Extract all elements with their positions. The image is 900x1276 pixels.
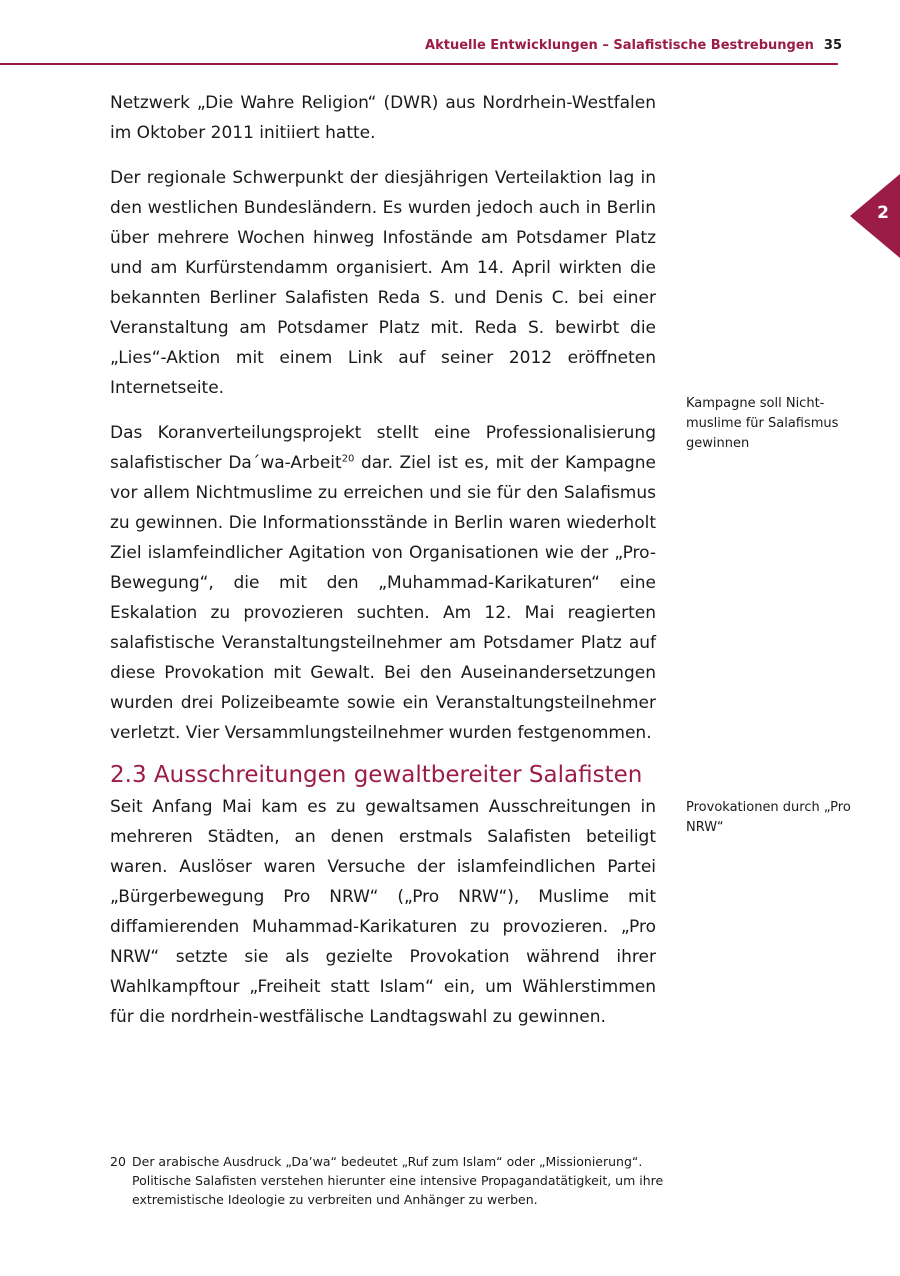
footnote-text: Der arabische Ausdruck „Da’wa“ bedeutet „Ruf zum Islam“ oder „Missionierung“. Politische Salafisten verstehen hierunter eine intensive Propagandatätigkeit, um ihre extremistische Ideologie zu verbreiten und Anhänger zu werben. [132, 1154, 664, 1207]
running-header [425, 38, 842, 53]
section-heading: 2.3 Ausschreitungen gewaltbereiter Salafisten [110, 762, 643, 788]
paragraph-3-start: Das Koranverteilungsprojekt stellt eine Professionalisierung salafistischer Da´wa-Arbeit [110, 423, 656, 473]
paragraph-3 [110, 418, 656, 748]
footnote [110, 1152, 670, 1209]
chapter-number: 2 [877, 203, 889, 223]
running-title: Aktuelle Entwicklungen – Salafistische Bestrebungen [425, 38, 814, 53]
section-text [110, 792, 656, 1047]
paragraph-1: Netzwerk „Die Wahre Religion“ (DWR) aus Nordrhein-Westfalen im Oktober 2011 initiiert hatte. [110, 93, 656, 143]
main-text [110, 88, 656, 763]
paragraph-3-rest: dar. Ziel ist es, mit der Kampagne vor allem Nichtmuslime zu erreichen und sie für den Salafismus zu gewinnen. Die Informationsstände in Berlin waren wiederholt Ziel islamfeindlicher Agitation von Organisationen wie der „Pro-Bewegung“, die mit den „Muhammad-Karikaturen“ eine Eskalation zu provozieren suchten. Am 12. Mai reagierten salafistische Veranstaltungsteilnehmer am Potsdamer Platz auf diese Provokation mit Gewalt. Bei den Auseinandersetzungen wurden drei Polizeibeamte sowie ein Veranstaltungsteilnehmer verletzt. Vier Versammlungsteilnehmer wurden festgenommen. [110, 453, 656, 743]
header-rule [0, 63, 838, 65]
paragraph-2: Der regionale Schwerpunkt der diesjährigen Verteilaktion lag in den westlichen Bundesländern. Es wurden jedoch auch in Berlin über mehrere Wochen hinweg Infostände am Potsdamer Platz und am Kurfürstendamm organisiert. Am 14. April wirkten die bekannten Berliner Salafisten Reda S. und Denis C. bei einer Veranstaltung am Potsdamer Platz mit. Reda S. bewirbt die „Lies“-Aktion mit einem Link auf seiner 2012 eröffneten Internetseite. [110, 168, 656, 398]
footnote-number: 20 [110, 1154, 126, 1169]
footnote-reference[interactable]: 20 [341, 453, 355, 465]
margin-note-campaign: Kampagne soll Nicht-muslime für Salafismus gewinnen [686, 396, 839, 451]
margin-note-provocation: Provokationen durch „Pro NRW“ [686, 800, 851, 835]
paragraph-4: Seit Anfang Mai kam es zu gewaltsamen Ausschreitungen in mehreren Städten, an denen erstmals Salafisten beteiligt waren. Auslöser waren Versuche der islamfeindlichen Partei „Bürgerbewegung Pro NRW“ („Pro NRW“), Muslime mit diffamierenden Muhammad-Karikaturen zu provozieren. „Pro NRW“ setzte sie als gezielte Provokation während ihrer Wahlkampftour „Freiheit statt Islam“ ein, um Wählerstimmen für die nordrhein-westfälische Landtagswahl zu gewinnen. [110, 797, 656, 1027]
page-number: 35 [823, 38, 842, 53]
